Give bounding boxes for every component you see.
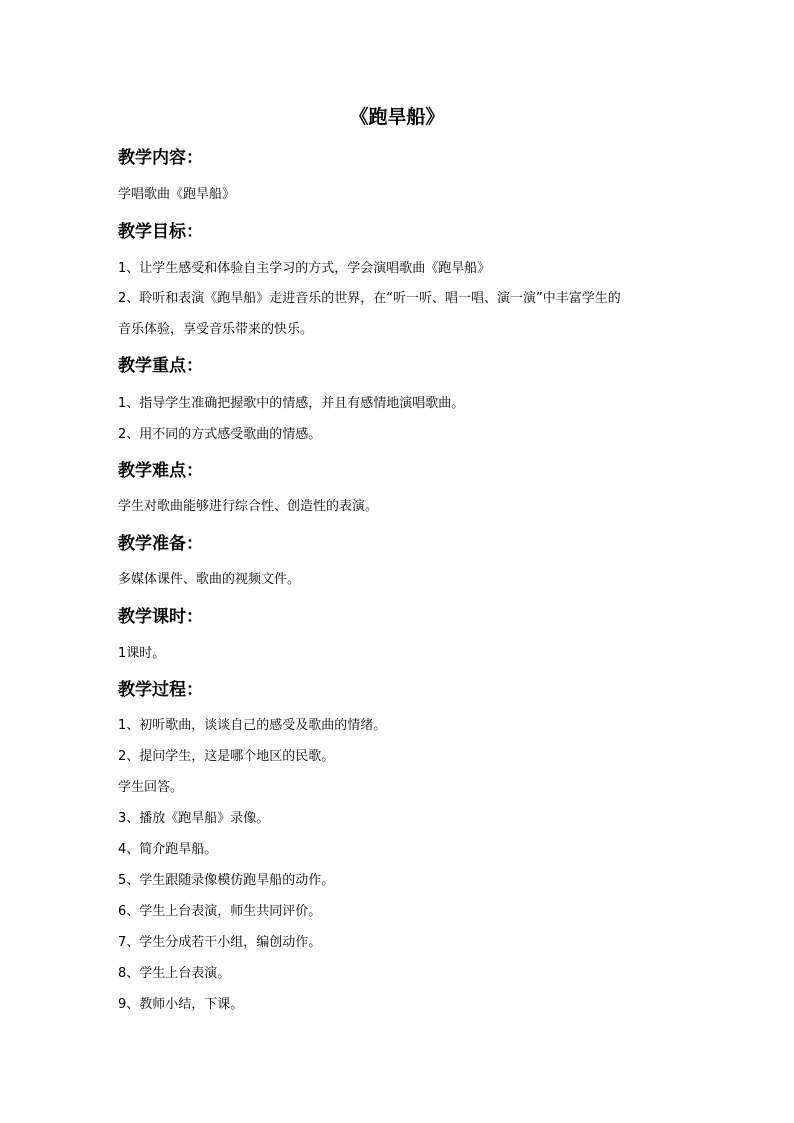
- section-heading-difficulties: 教学难点：: [118, 461, 203, 481]
- section-heading-objectives: 教学目标：: [118, 222, 203, 242]
- paragraph-line: 1、初听歌曲，谈谈自己的感受及歌曲的情绪。: [118, 718, 387, 733]
- paragraph-line: 学生对歌曲能够进行综合性、创造性的表演。: [118, 499, 379, 514]
- paragraph-line: 5、学生跟随录像模仿跑旱船的动作。: [118, 873, 335, 888]
- section-heading-content: 教学内容：: [118, 148, 203, 168]
- paragraph-line: 学唱歌曲《跑旱船》: [118, 187, 236, 202]
- paragraph-line: 音乐体验，享受音乐带来的快乐。: [118, 322, 314, 337]
- paragraph-line: 9、教师小结，下课。: [118, 997, 244, 1012]
- section-heading-preparation: 教学准备：: [118, 534, 203, 554]
- paragraph-line: 3、播放《跑旱船》录像。: [118, 811, 270, 826]
- paragraph-line: 1、让学生感受和体验自主学习的方式，学会演唱歌曲《跑旱船》: [118, 261, 491, 276]
- section-heading-key-points: 教学重点：: [118, 356, 203, 376]
- paragraph-line: 学生回答。: [118, 780, 184, 795]
- paragraph-line: 8、学生上台表演。: [118, 966, 231, 981]
- paragraph-line: 2、用不同的方式感受歌曲的情感。: [118, 427, 322, 442]
- paragraph-line: 2、聆听和表演《跑旱船》走进音乐的世界，在“听一听、唱一唱、演一演”中丰富学生的: [118, 291, 621, 306]
- section-heading-process: 教学过程：: [118, 680, 203, 700]
- paragraph-line: 1课时。: [118, 646, 166, 661]
- paragraph-line: 多媒体课件、歌曲的视频文件。: [118, 572, 301, 587]
- paragraph-line: 4、简介跑旱船。: [118, 842, 218, 857]
- section-heading-periods: 教学课时：: [118, 607, 203, 627]
- document-title: 《跑旱船》: [349, 106, 445, 128]
- paragraph-line: 7、学生分成若干小组，编创动作。: [118, 935, 322, 950]
- paragraph-line: 6、学生上台表演，师生共同评价。: [118, 904, 322, 919]
- paragraph-line: 2、提问学生，这是哪个地区的民歌。: [118, 749, 335, 764]
- paragraph-line: 1、指导学生准确把握歌中的情感，并且有感情地演唱歌曲。: [118, 396, 465, 411]
